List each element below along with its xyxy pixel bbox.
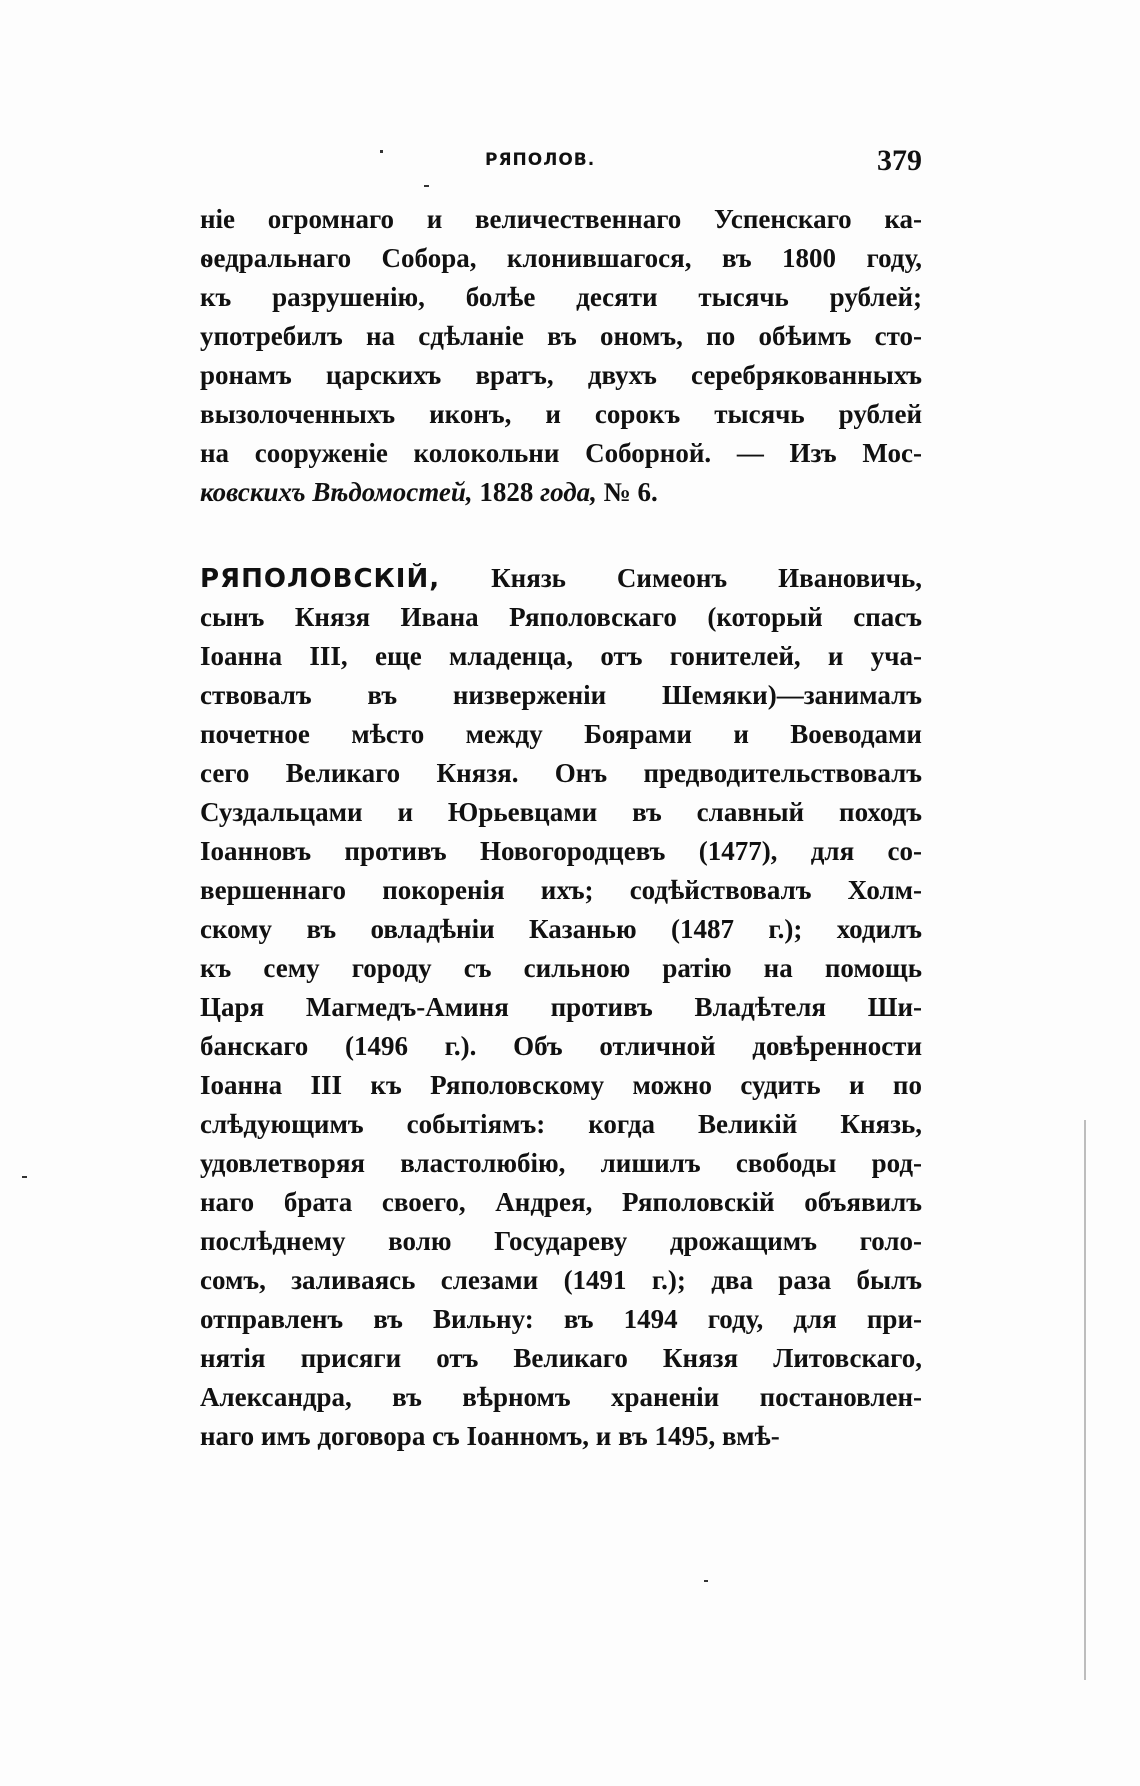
text-line: Александра, въ вѣрномъ храненіи постановлен- (200, 1382, 922, 1412)
text-line: ронамъ царскихъ вратъ, двухъ серебрякованныхъ (200, 360, 922, 390)
text-line: Іоанна III, еще младенца, отъ гонителей, и уча- (200, 641, 922, 671)
text-line: отправленъ въ Вильну: въ 1494 году, для при- (200, 1304, 922, 1334)
scan-edge-line (1084, 1120, 1086, 1680)
text-line: слѣдующимъ событіямъ: когда Великій Князь, (200, 1109, 922, 1139)
running-head: РЯПОЛОВ. (485, 150, 596, 170)
text-line: Суздальцами и Юрьевцами въ славный походъ (200, 797, 922, 827)
entry-ryapolovsky (200, 559, 922, 1456)
text-line: ѳедральнаго Собора, клонившагося, въ 1800 году, (200, 243, 922, 273)
text-line: ніе огромнаго и величественнаго Успенскаго ка- (200, 204, 922, 234)
text-line: вершеннаго покоренія ихъ; содѣйствовалъ Холм- (200, 875, 922, 905)
citation-number: № 6. (596, 477, 658, 507)
text-line: Іоанна III къ Ряполовскому можно судить и по (200, 1070, 922, 1100)
entry-headword: РЯПОЛОВСКІЙ, (200, 564, 441, 594)
text-line: почетное мѣсто между Боярами и Воеводами (200, 719, 922, 749)
source-citation-line (200, 473, 922, 512)
text-line: нятія присяги отъ Великаго Князя Литовскаго, (200, 1343, 922, 1373)
scan-speck (704, 1580, 708, 1582)
text-line: Царя Магмедъ-Аминя противъ Владѣтеля Ши- (200, 992, 922, 1022)
entry-first-line-text: Князь Симеонъ Ивановичь, (440, 563, 922, 593)
text-line: къ разрушенію, болѣе десяти тысячь рублей; (200, 282, 922, 312)
paragraph-gap (200, 512, 922, 559)
text-line: скому въ овладѣніи Казанью (1487 г.); ходилъ (200, 914, 922, 944)
page-header (200, 144, 922, 184)
scan-speck (22, 1176, 27, 1178)
page-number: 379 (877, 144, 922, 177)
text-line: на сооруженіе колокольни Соборной. — Изъ Мос- (200, 438, 922, 468)
text-line: къ сему городу съ сильною ратію на помощь (200, 953, 922, 983)
citation-source-title: ковскихъ Вѣдомостей, (200, 477, 473, 507)
citation-year-word: года, (540, 477, 597, 507)
paragraph-continued (200, 200, 922, 512)
citation-year: 1828 (472, 477, 541, 507)
body-text (200, 200, 922, 1456)
entry-first-line (200, 559, 922, 598)
text-line: сего Великаго Князя. Онъ предводительствовалъ (200, 758, 922, 788)
text-line: вызолоченныхъ иконъ, и сорокъ тысячь рублей (200, 399, 922, 429)
text-line: банскаго (1496 г.). Объ отличной довѣренности (200, 1031, 922, 1061)
scan-speck (380, 150, 383, 153)
text-line: сомъ, заливаясь слезами (1491 г.); два раза былъ (200, 1265, 922, 1295)
text-line: сынъ Князя Ивана Ряполовскаго (который спасъ (200, 602, 922, 632)
text-line: Іоанновъ противъ Новогородцевъ (1477), для со- (200, 836, 922, 866)
text-line: послѣднему волю Государеву дрожащимъ голо- (200, 1226, 922, 1256)
text-line: наго имъ договора съ Іоанномъ, и въ 1495, вмѣ- (200, 1421, 780, 1451)
text-line: удовлетворяя властолюбію, лишилъ свободы род- (200, 1148, 922, 1178)
text-line: ствовалъ въ низверженіи Шемяки)—занималъ (200, 680, 922, 710)
text-line: употребилъ на сдѣланіе въ ономъ, по обѣимъ сто- (200, 321, 922, 351)
text-line: наго брата своего, Андрея, Ряполовскій объявилъ (200, 1187, 922, 1217)
scan-speck (424, 185, 429, 187)
